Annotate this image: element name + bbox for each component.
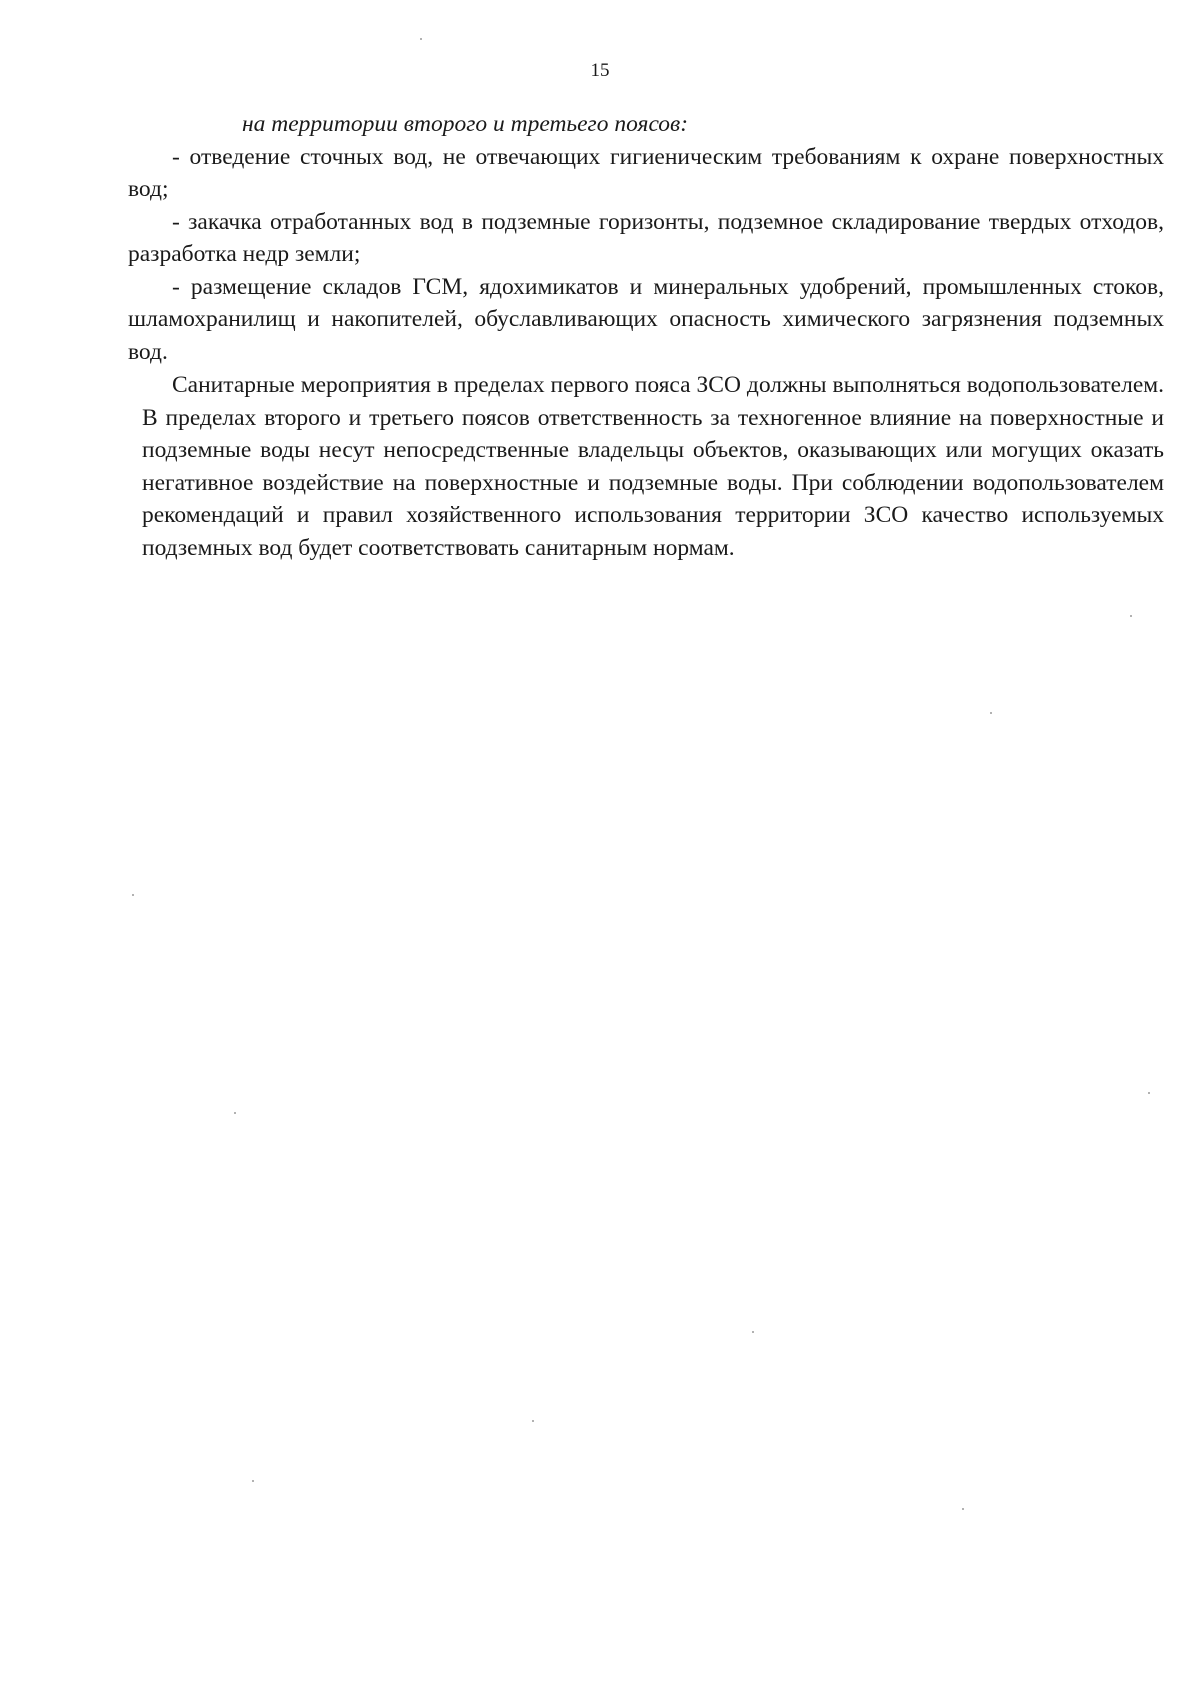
scan-speck xyxy=(234,1112,236,1114)
list-item: - отведение сточных вод, не отвечающих гигиеническим требованиям к охране поверхностных вод; xyxy=(128,143,1164,202)
list-item: - закачка отработанных вод в подземные горизонты, подземное складирование твердых отходов, разработка недр земли; xyxy=(128,208,1164,267)
page-number: 15 xyxy=(590,60,610,81)
scan-speck xyxy=(752,1331,754,1333)
scan-speck xyxy=(252,1480,254,1482)
scan-speck xyxy=(962,1508,964,1510)
scan-speck xyxy=(532,1420,534,1422)
section-heading: на территории второго и третьего поясов: xyxy=(242,111,689,137)
scan-speck xyxy=(420,38,422,40)
document-body xyxy=(128,108,1164,564)
scan-speck xyxy=(990,712,992,714)
paragraph-block xyxy=(128,369,1164,564)
scan-speck xyxy=(1130,615,1132,617)
body-paragraph: Санитарные мероприятия в пределах первого пояса ЗСО должны выполняться водопользователем. В пределах второго и третьего поясов ответственность за техногенное влияние на поверхностные и подземные воды несут непосредственные владельцы объектов, оказывающих или могущих оказать негативное воздействие на поверхностные и подземные воды. При соблюдении водопользователем рекомендаций и правил хозяйственного использования территории ЗСО качество используемых подземных вод будет соответствовать санитарным нормам. xyxy=(142,372,1164,561)
scan-speck xyxy=(132,894,134,896)
list-item: - размещение складов ГСМ, ядохимикатов и минеральных удобрений, промышленных стоков, шламохранилищ и накопителей, обуславливающих опасность химического загрязнения подземных вод. xyxy=(128,273,1164,365)
scan-speck xyxy=(1148,1092,1150,1094)
